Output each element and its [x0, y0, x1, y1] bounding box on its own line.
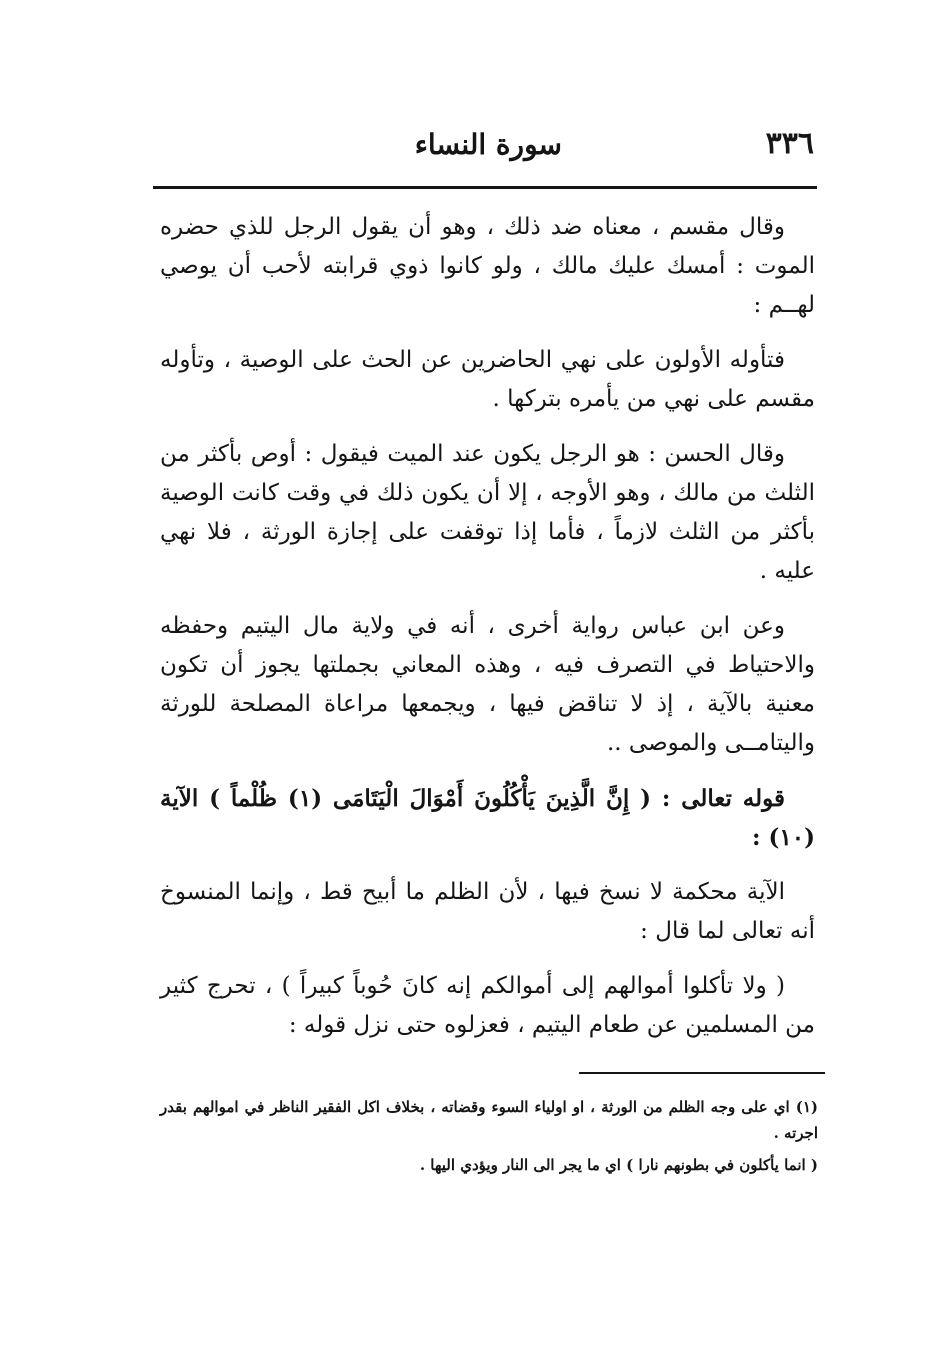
paragraph-hasan: وقال الحسن : هو الرجل يكون عند الميت فيقول : أوص بأكثر من الثلث من مالك ، وهو الأوجه ، إلا أن يكون ذلك في وقت كانت الوصية بأكثر من الثلث لازماً ، فأما إذا توقفت على إجازة الورثة ، فلا نهي عليه .: [160, 441, 815, 584]
footnotes: [160, 1094, 818, 1184]
header-divider: [153, 186, 817, 189]
footnote-divider: [579, 1072, 825, 1074]
paragraph-muqsim: وقال مقسم ، معناه ضد ذلك ، وهو أن يقول الرجل للذي حضره الموت : أمسك عليك مالك ، ولو كانوا ذوي قرابته لأحب أن يوصي لهــم :: [160, 214, 815, 318]
paragraph-muhkama: الآية محكمة لا نسخ فيها ، لأن الظلم ما أبيح قط ، وإنما المنسوخ أنه تعالى لما قال :: [160, 879, 815, 944]
footnote-2: ( انما يأكلون في بطونهم نارا ) اي ما يجر الى النار ويؤدي اليها .: [419, 1156, 818, 1174]
page-number: ٣٣٦: [765, 126, 814, 161]
paragraph-ibn-abbas: وعن ابن عباس رواية أخرى ، أنه في ولاية مال اليتيم وحفظه والاحتياط في التصرف فيه ، وهذه المعاني بجملتها يجوز أن تكون معنية بالآية ، إذ لا تناقض فيها ، ويجمعها مراعاة المصلحة للورثة واليتامــى والموصى ..: [160, 613, 815, 756]
page-header: [160, 122, 820, 178]
footnote-1: (١) اي على وجه الظلم من الورثة ، او اولياء السوء وقضاته ، بخلاف اكل الفقير الناظر في اموالهم بقدر اجرته .: [160, 1098, 818, 1142]
paragraph-interpretation: فتأوله الأولون على نهي الحاضرين عن الحث على الوصية ، وتأوله مقسم على نهي من يأمره بتركها .: [160, 347, 815, 412]
paragraph-verse-10: قوله تعالى : ( إِنَّ الَّذِينَ يَأْكُلُونَ أَمْوَالَ الْيَتَامَى (١) ظُلْماً ) الآية (١٠) :: [160, 785, 815, 851]
paragraph-wala-takulu: ( ولا تأكلوا أموالهم إلى أموالكم إنه كانَ حُوباً كبيراً ) ، تحرج كثير من المسلمين عن طعام اليتيم ، فعزلوه حتى نزل قوله :: [160, 973, 815, 1038]
surah-title: سورة النساء: [414, 128, 562, 161]
body-text: [160, 208, 815, 1061]
